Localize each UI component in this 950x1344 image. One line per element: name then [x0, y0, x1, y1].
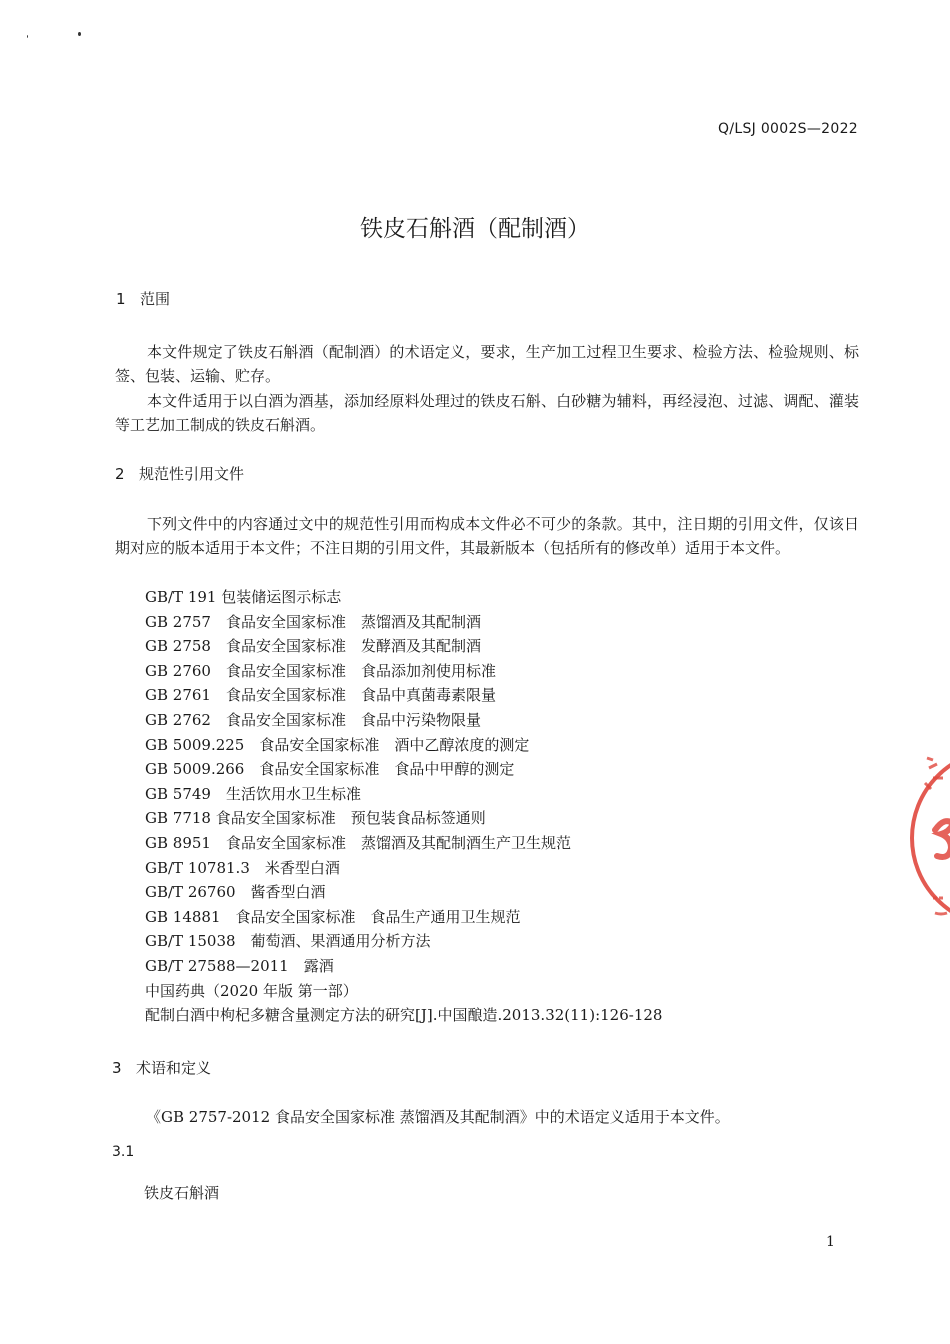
seal-stamp-partial — [905, 738, 950, 938]
scope-paragraph-2: 本文件适用于以白酒为酒基，添加经原料处理过的铁皮石斛、白砂糖为辅料，再经浸泡、过滤、调配、灌装等工艺加工制成的铁皮石斛酒。 — [115, 392, 859, 434]
section-title: 规范性引用文件 — [139, 465, 245, 483]
section-title: 范围 — [140, 290, 171, 308]
reference-item: GB 5749 生活饮用水卫生标准 — [145, 784, 361, 803]
reference-item: GB 14881 食品安全国家标准 食品生产通用卫生规范 — [145, 907, 521, 926]
subsection-number: 3.1 — [112, 1144, 135, 1160]
reference-item: GB 2758 食品安全国家标准 发酵酒及其配制酒 — [145, 637, 481, 656]
scan-speck — [27, 35, 28, 38]
section-number: 2 — [115, 465, 125, 483]
reference-item: GB 8951 食品安全国家标准 蒸馏酒及其配制酒生产卫生规范 — [145, 833, 571, 852]
reference-item: GB/T 27588—2011 露酒 — [145, 956, 334, 975]
reference-list — [145, 585, 662, 1028]
references-intro: 下列文件中的内容通过文中的规范性引用而构成本文件必不可少的条款。其中，注日期的引用文件，仅该日期对应的版本适用于本文件；不注日期的引用文件，其最新版本（包括所有的修改单）适用于本文件。 — [115, 515, 859, 557]
term-name: 铁皮石斛酒 — [144, 1184, 220, 1202]
scan-speck — [78, 32, 81, 36]
section-3-heading — [112, 1057, 211, 1078]
reference-item: GB 2761 食品安全国家标准 食品中真菌毒素限量 — [145, 686, 496, 705]
reference-item: GB 2762 食品安全国家标准 食品中污染物限量 — [145, 710, 481, 729]
page-number: 1 — [826, 1234, 835, 1250]
reference-item: GB/T 15038 葡萄酒、果酒通用分析方法 — [145, 932, 431, 951]
reference-item: GB 7718 食品安全国家标准 预包装食品标签通则 — [145, 809, 486, 828]
terms-intro: 《GB 2757-2012 食品安全国家标准 蒸馏酒及其配制酒》中的术语定义适用于本文件。 — [146, 1108, 730, 1126]
reference-item: GB/T 10781.3 米香型白酒 — [145, 858, 340, 877]
reference-item: GB 2757 食品安全国家标准 蒸馏酒及其配制酒 — [145, 612, 481, 631]
document-code: Q/LSJ 0002S—2022 — [718, 121, 858, 137]
reference-item: GB 5009.266 食品安全国家标准 食品中甲醇的测定 — [145, 760, 515, 779]
section-2-heading — [115, 463, 244, 484]
scope-paragraph-1: 本文件规定了铁皮石斛酒（配制酒）的术语定义，要求，生产加工过程卫生要求、检验方法、检验规则、标签、包装、运输、贮存。 — [115, 343, 859, 385]
reference-item: GB/T 191 包装储运图示标志 — [145, 588, 342, 606]
section-title: 术语和定义 — [136, 1059, 212, 1077]
document-title: 铁皮石斛酒（配制酒） — [360, 216, 590, 242]
section-number: 1 — [116, 290, 126, 308]
reference-item: GB 5009.225 食品安全国家标准 酒中乙醇浓度的测定 — [145, 735, 530, 754]
reference-item: 配制白酒中枸杞多糖含量测定方法的研究[J].中国酿造.2013.32(11):126-128 — [145, 1006, 663, 1025]
reference-item: GB/T 26760 酱香型白酒 — [145, 883, 326, 902]
section-1-heading — [116, 288, 170, 309]
section-number: 3 — [112, 1059, 122, 1077]
reference-item: 中国药典（2020 年版 第一部） — [145, 981, 358, 1000]
reference-item: GB 2760 食品安全国家标准 食品添加剂使用标准 — [145, 661, 496, 680]
